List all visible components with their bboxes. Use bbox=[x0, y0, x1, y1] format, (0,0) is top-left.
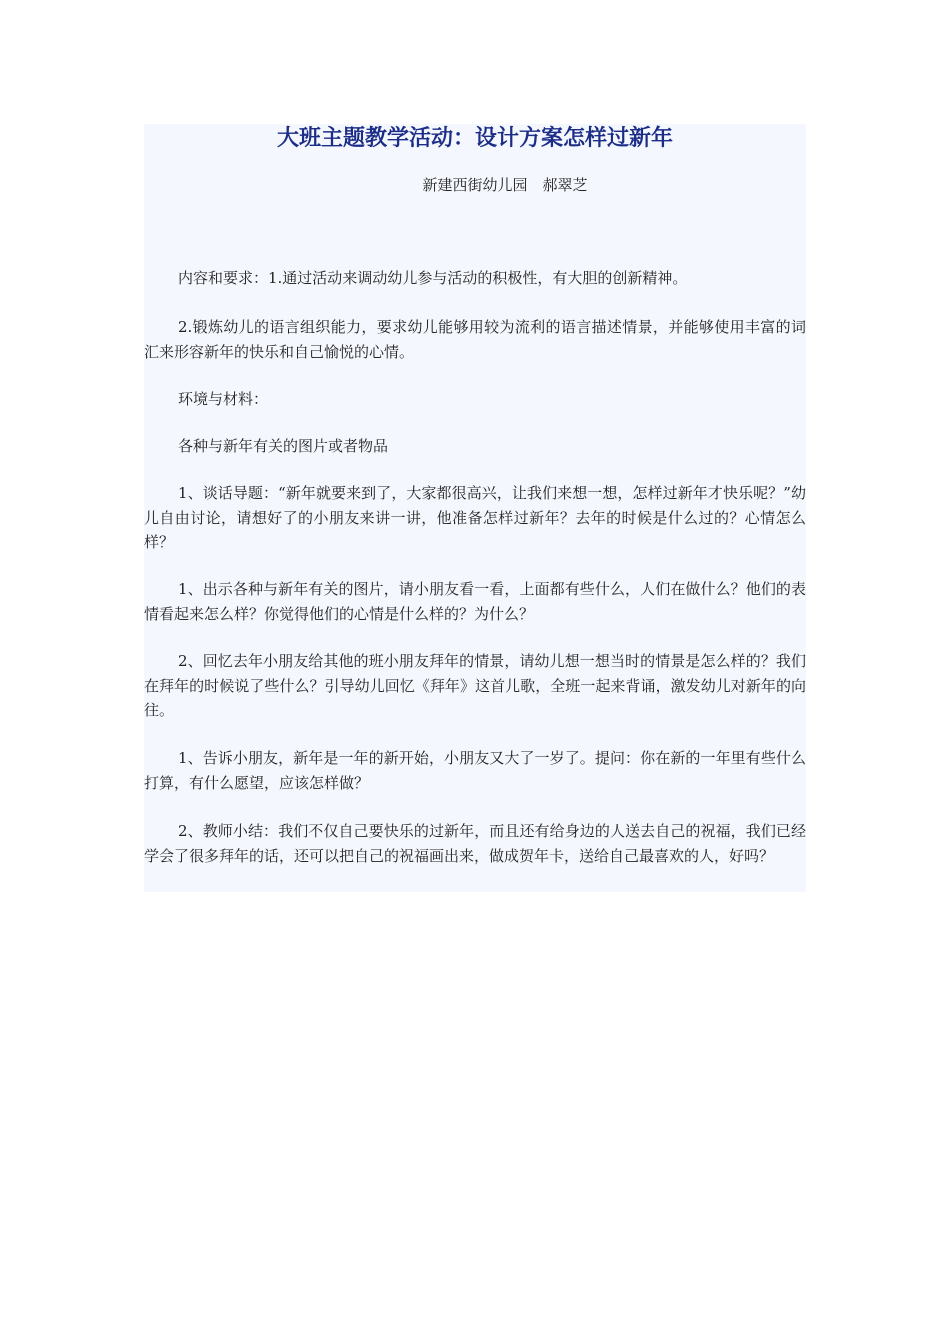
paragraph-objectives: 内容和要求：1.通过活动来调动幼儿参与活动的积极性，有大胆的创新精神。 bbox=[178, 269, 688, 287]
paragraph-step-recall-greetings: 2、回忆去年小朋友给其他的班小朋友拜年的情景，请幼儿想一想当时的情景是怎么样的？我们在拜年的时候说了些什么？引导幼儿回忆《拜年》这首儿歌，全班一起来背诵，激发幼儿对新年的向往。 bbox=[144, 652, 806, 719]
document-title: 大班主题教学活动：设计方案怎样过新年 bbox=[276, 125, 673, 151]
paragraph-materials: 各种与新年有关的图片或者物品 bbox=[178, 437, 389, 455]
paragraph-teacher-summary: 2、教师小结：我们不仅自己要快乐的过新年，而且还有给身边的人送去自己的祝福，我们已经学会了很多拜年的话，还可以把自己的祝福画出来，做成贺年卡，送给自己最喜欢的人，好吗？ bbox=[144, 822, 806, 865]
author-byline: 新建西街幼儿园 郝翠芝 bbox=[422, 176, 588, 194]
paragraph-step-intro-talk: 1、谈话导题：“新年就要来到了，大家都很高兴，让我们来想一想，怎样过新年才快乐呢？”幼儿自由讨论，请想好了的小朋友来讲一讲，他准备怎样过新年？去年的时候是什么过的？心情怎么样？ bbox=[144, 484, 806, 551]
paragraph-materials-heading: 环境与材料： bbox=[178, 390, 269, 408]
paragraph-step-show-pictures: 1、出示各种与新年有关的图片，请小朋友看一看，上面都有些什么，人们在做什么？他们的表情看起来怎么样？你觉得他们的心情是什么样的？为什么？ bbox=[144, 580, 806, 623]
paragraph-objective-2: 2.锻炼幼儿的语言组织能力，要求幼儿能够用较为流利的语言描述情景，并能够使用丰富的词汇来形容新年的快乐和自己愉悦的心情。 bbox=[144, 318, 806, 361]
paragraph-step-new-year-plans: 1、告诉小朋友，新年是一年的新开始，小朋友又大了一岁了。提问：你在新的一年里有些什么打算，有什么愿望，应该怎样做？ bbox=[144, 749, 806, 792]
